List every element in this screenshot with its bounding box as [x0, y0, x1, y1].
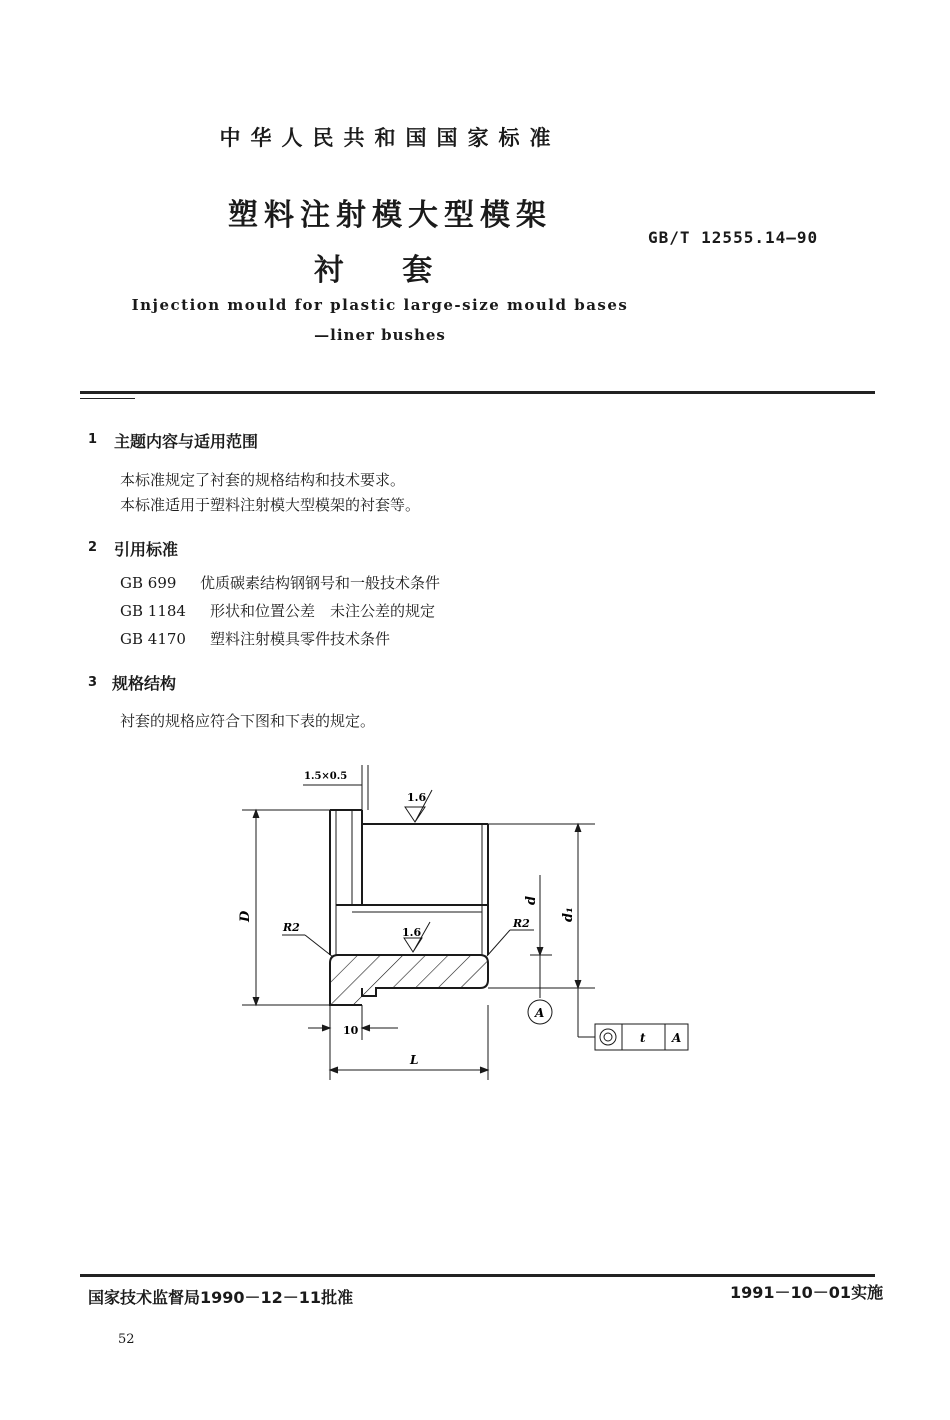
- label-tolerance-A: A: [672, 1031, 682, 1045]
- title-chinese: 塑料注射模大型模架: [228, 198, 552, 233]
- standard-code: GB/T 12555.14—90: [648, 228, 819, 247]
- label-datum-A: A: [535, 1006, 545, 1020]
- standard-type: 中华人民共和国国家标准: [219, 125, 561, 150]
- label-D: D: [238, 910, 253, 922]
- page-number: 52: [118, 1332, 135, 1347]
- section-3-number: 3: [88, 675, 98, 690]
- label-roughness-top: 1.6: [407, 791, 427, 804]
- dimension-10: [308, 1005, 398, 1080]
- effective-date: 1991－10－01实施: [730, 1283, 884, 1302]
- reference-code-1: GB 699: [120, 574, 177, 592]
- dimension-D: [242, 810, 330, 1005]
- label-radius-right: R2: [513, 917, 530, 930]
- reference-code-3: GB 4170: [120, 630, 186, 648]
- section-3-para-1: 衬套的规格应符合下图和下表的规定。: [120, 712, 376, 730]
- label-L: L: [410, 1053, 419, 1067]
- label-tolerance-t: t: [640, 1031, 646, 1045]
- dimension-d: [530, 875, 552, 998]
- label-d: d: [524, 895, 539, 905]
- label-10: 10: [343, 1024, 359, 1037]
- reference-name-3: 塑料注射模具零件技术条件: [210, 630, 391, 648]
- section-3-title: 规格结构: [112, 674, 177, 693]
- label-radius-left: R2: [283, 921, 300, 934]
- approval-date: 国家技术监督局1990－12－11批准: [88, 1288, 354, 1307]
- label-d1: d₁: [561, 907, 576, 922]
- hatched-section: [330, 955, 488, 1005]
- section-2-title: 引用标准: [114, 540, 179, 559]
- section-1-number: 1: [88, 432, 98, 447]
- reference-code-2: GB 1184: [120, 602, 186, 620]
- label-chamfer: 1.5×0.5: [304, 771, 348, 782]
- label-roughness-bore: 1.6: [402, 926, 422, 939]
- reference-name-1: 优质碳素结构钢钢号和一般技术条件: [200, 574, 441, 592]
- footer-rule: [80, 1274, 875, 1277]
- section-1-para-2: 本标准适用于塑料注射模大型模架的衬套等。: [120, 496, 421, 514]
- dimension-L: [330, 1005, 488, 1080]
- title-english: Injection mould for plastic large-size mould bases: [131, 296, 629, 314]
- section-1-para-1: 本标准规定了衬套的规格结构和技术要求。: [120, 471, 406, 489]
- reference-name-2: 形状和位置公差 未注公差的规定: [210, 602, 436, 620]
- title-english-sub: —liner bushes: [314, 326, 446, 344]
- section-2-number: 2: [88, 540, 98, 555]
- title-chinese-sub: 衬 套: [313, 253, 437, 288]
- section-1-title: 主题内容与适用范围: [114, 432, 259, 451]
